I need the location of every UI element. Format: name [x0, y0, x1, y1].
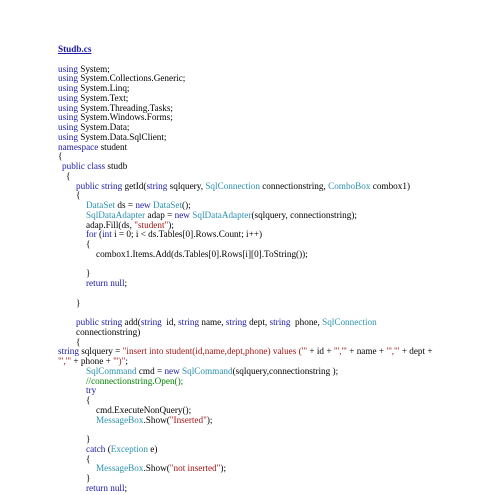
- code-token: {: [86, 395, 91, 405]
- code-token: null: [110, 278, 125, 288]
- code-token: public class: [62, 161, 106, 171]
- code-token: null: [110, 482, 125, 493]
- code-token: ;: [125, 356, 128, 366]
- code-token: "','": [386, 346, 400, 357]
- code-token: public string: [76, 180, 123, 191]
- code-token: DataSet: [86, 200, 116, 210]
- code-token: "insert into student(id,name,dept,phone) values ('": [122, 346, 308, 357]
- code-token: (: [96, 229, 103, 240]
- code-token: getId(: [122, 180, 147, 191]
- code-token: using: [58, 112, 78, 123]
- code-line: [58, 182, 438, 192]
- code-token: //connectionstring.Open();: [86, 375, 184, 386]
- code-token: System.Windows.Forms;: [77, 112, 173, 123]
- code-token: using: [58, 102, 78, 113]
- code-token: id,: [161, 317, 179, 327]
- code-token: System.Threading.Tasks;: [77, 102, 173, 113]
- code-token: {: [76, 336, 81, 347]
- code-token: (sqlquery,connectionstring );: [232, 365, 339, 376]
- code-token: "','": [333, 346, 347, 357]
- code-token: ComboBox: [328, 180, 371, 191]
- code-token: }: [86, 434, 91, 444]
- code-token: using: [58, 83, 78, 93]
- code-token: add(: [122, 317, 141, 327]
- code-token: using: [58, 73, 78, 84]
- code-token: "')": [113, 356, 126, 366]
- code-line: [58, 425, 438, 435]
- code-token: System.Linq;: [77, 83, 130, 93]
- code-token: string: [269, 317, 291, 327]
- code-token: {: [86, 453, 91, 464]
- code-token: {: [76, 190, 81, 201]
- code-token: using: [58, 122, 78, 132]
- code-token: "','": [58, 356, 72, 366]
- code-token: cmd =: [136, 365, 165, 376]
- code-token: phone,: [290, 317, 323, 327]
- code-token: SqlCommand: [182, 365, 233, 376]
- code-token: );: [206, 414, 213, 425]
- code-token: connectionstring): [76, 317, 379, 337]
- code-line: [58, 299, 438, 309]
- code-token: {: [58, 151, 63, 162]
- code-token: new: [164, 365, 180, 376]
- code-token: namespace: [58, 141, 99, 152]
- code-token: dept,: [246, 317, 270, 327]
- code-token: + name +: [346, 346, 387, 357]
- code-token: + phone +: [71, 356, 114, 366]
- code-token: combox1): [370, 180, 411, 191]
- code-line: [58, 143, 438, 153]
- code-token: try: [86, 385, 97, 396]
- code-token: public string: [76, 317, 123, 327]
- code-token: System.Data.SqlClient;: [77, 131, 167, 142]
- code-line: [58, 377, 438, 387]
- code-token: System.Text;: [77, 92, 129, 103]
- code-listing: [58, 65, 438, 494]
- code-line: [58, 260, 438, 270]
- code-token: DataSet: [152, 200, 183, 210]
- code-token: adap.Fill(ds,: [86, 219, 135, 230]
- code-token: using: [58, 63, 78, 74]
- code-token: System.Data;: [77, 122, 130, 132]
- code-token: student: [98, 141, 128, 152]
- code-token: System;: [77, 63, 110, 74]
- code-token: string: [178, 317, 200, 327]
- code-token: MessageBox: [96, 463, 144, 474]
- code-token: );: [220, 463, 227, 474]
- code-line: [58, 162, 438, 172]
- code-token: {: [66, 170, 71, 181]
- code-token: studb: [105, 161, 128, 171]
- code-line: [58, 289, 438, 299]
- code-line: [58, 347, 438, 367]
- code-token: + id +: [307, 346, 334, 357]
- code-token: ds =: [115, 200, 136, 210]
- code-token: using: [58, 92, 78, 103]
- code-token: ();: [182, 200, 191, 210]
- code-token: SqlDataAdapter: [86, 209, 146, 220]
- code-token: }: [76, 297, 81, 308]
- code-token: connectionstring,: [259, 180, 329, 191]
- code-line: [58, 464, 438, 474]
- code-token: (: [105, 443, 111, 454]
- document-title: Studb.cs: [58, 44, 92, 54]
- code-token: .Show(: [143, 463, 170, 474]
- code-token: SqlCommand: [86, 365, 137, 376]
- code-token: new: [135, 200, 151, 210]
- code-token: .Show(: [143, 414, 170, 425]
- code-line: [58, 279, 438, 289]
- code-line: [58, 250, 438, 260]
- code-token: SqlDataAdapter: [192, 209, 252, 220]
- code-token: MessageBox: [96, 414, 144, 425]
- code-token: cmd.ExecuteNonQuery();: [96, 404, 192, 415]
- code-token: "Inserted": [169, 414, 207, 425]
- code-token: return: [86, 482, 108, 493]
- code-token: + dept +: [399, 346, 435, 357]
- code-token: string: [225, 317, 247, 327]
- code-token: e): [148, 443, 158, 454]
- code-token: SqlConnection: [205, 180, 260, 191]
- code-token: SqlConnection: [322, 317, 377, 327]
- code-token: using: [58, 131, 78, 142]
- document-page: [58, 45, 438, 494]
- code-token: string: [58, 346, 79, 357]
- code-token: ;: [124, 278, 128, 288]
- code-token: }: [86, 473, 91, 483]
- code-token: Exception: [110, 443, 148, 454]
- code-token: (sqlquery, connectionstring);: [251, 209, 357, 220]
- code-line: [58, 445, 438, 455]
- code-token: "not inserted": [169, 463, 221, 474]
- code-token: combox1.Items.Add(ds.Tables[0].Rows[i][0].ToString());: [96, 248, 308, 259]
- code-line: [58, 416, 438, 426]
- code-token: sqlquery,: [167, 180, 206, 191]
- code-token: return: [86, 278, 108, 288]
- code-line: [58, 386, 438, 396]
- code-token: );: [168, 219, 174, 230]
- code-token: {: [86, 239, 91, 249]
- code-token: string: [146, 180, 168, 191]
- code-token: string: [140, 317, 162, 327]
- code-line: [58, 484, 438, 494]
- code-token: sqlquery =: [78, 346, 123, 357]
- code-token: "student": [134, 219, 169, 230]
- code-token: new: [174, 209, 190, 220]
- code-token: ;: [124, 482, 128, 493]
- code-token: }: [86, 268, 91, 279]
- code-token: System.Collections.Generic;: [77, 73, 186, 84]
- code-token: i = 0; i < ds.Tables[0].Rows.Count; i++): [111, 229, 263, 240]
- code-token: catch: [86, 443, 106, 454]
- code-token: int: [102, 229, 112, 240]
- code-line: [58, 318, 438, 338]
- code-line: [58, 230, 438, 240]
- code-token: for: [86, 229, 97, 240]
- code-token: name,: [199, 317, 226, 327]
- code-token: adap =: [145, 209, 175, 220]
